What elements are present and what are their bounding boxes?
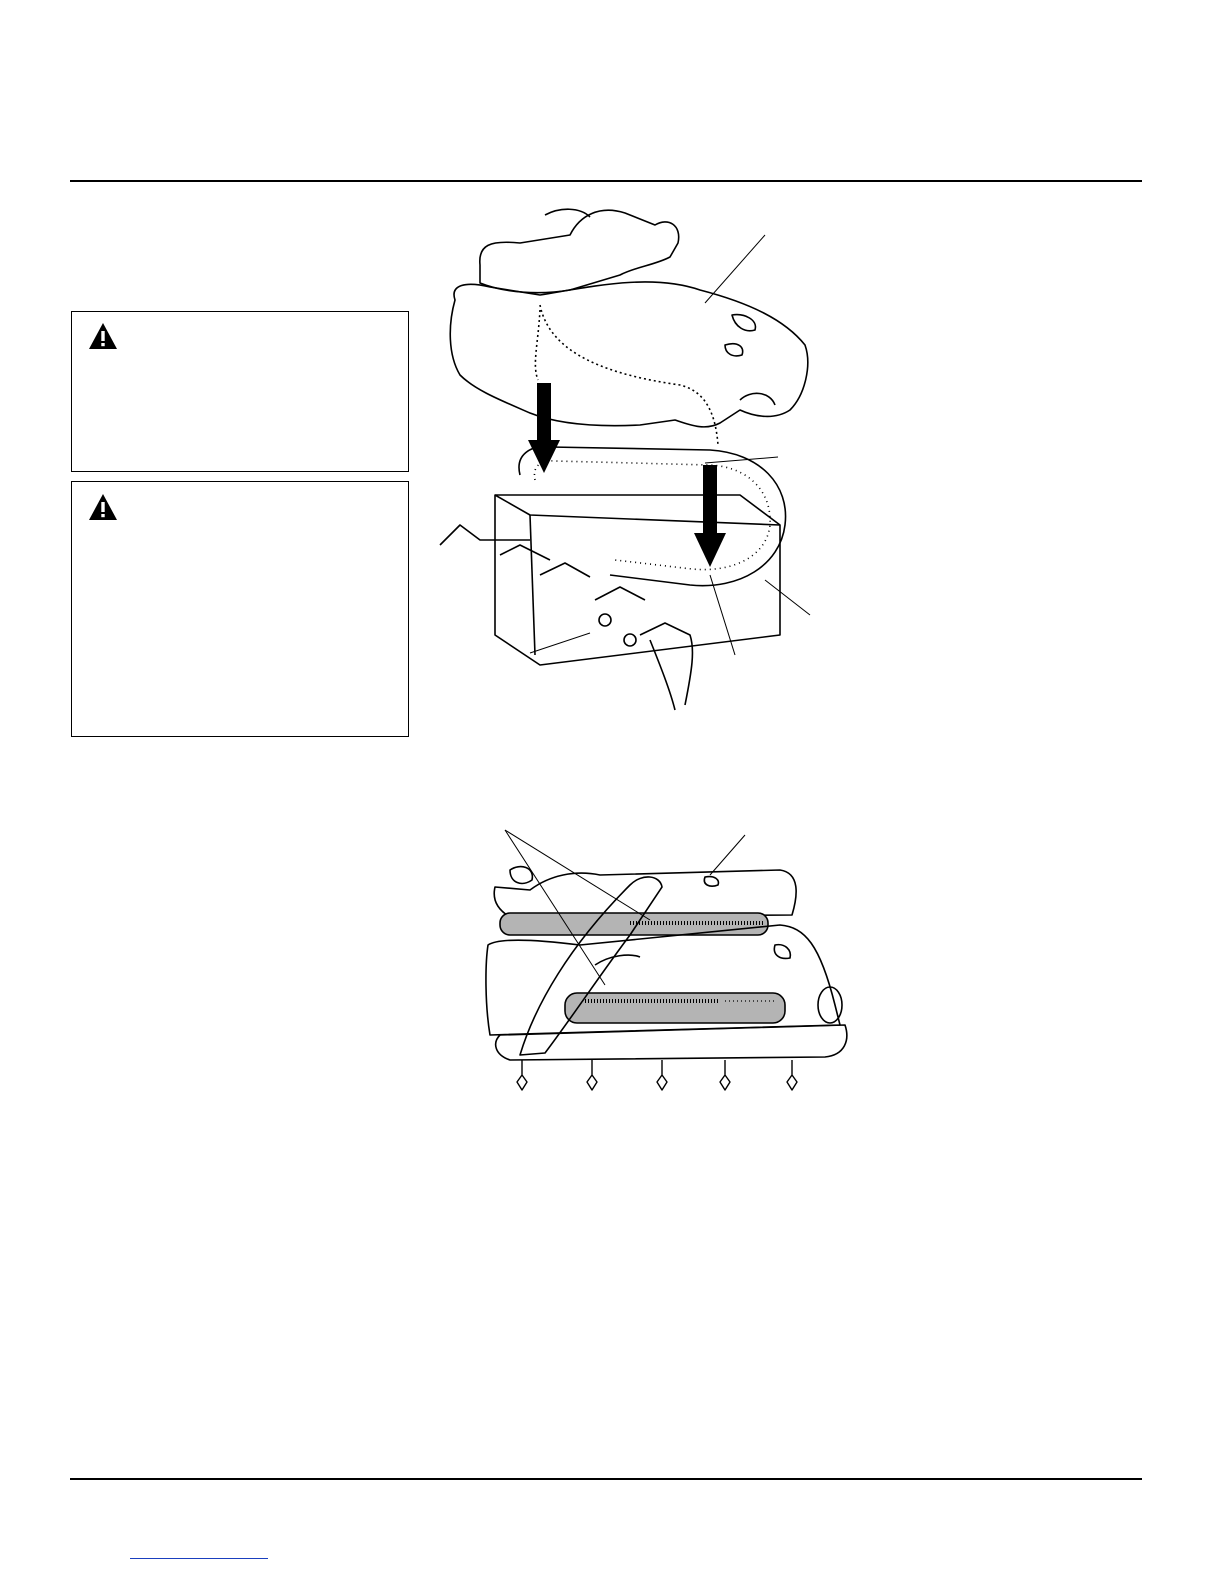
header-rule [70, 180, 1142, 182]
left-down-arrow [528, 383, 560, 473]
warning-box-1 [71, 311, 409, 472]
warning-triangle-icon [88, 322, 118, 350]
front-burner [565, 993, 785, 1023]
footer-link-underline [130, 1558, 268, 1559]
right-down-arrow [694, 465, 726, 567]
top-log [480, 210, 679, 292]
installed-logs-figure [480, 825, 860, 1100]
warning-triangle-icon [88, 493, 118, 521]
main-log [450, 282, 807, 427]
log-installation-figure [420, 195, 820, 715]
warning-box-2 [71, 481, 409, 737]
crossing-log [520, 877, 662, 1055]
footer-rule [70, 1478, 1142, 1480]
